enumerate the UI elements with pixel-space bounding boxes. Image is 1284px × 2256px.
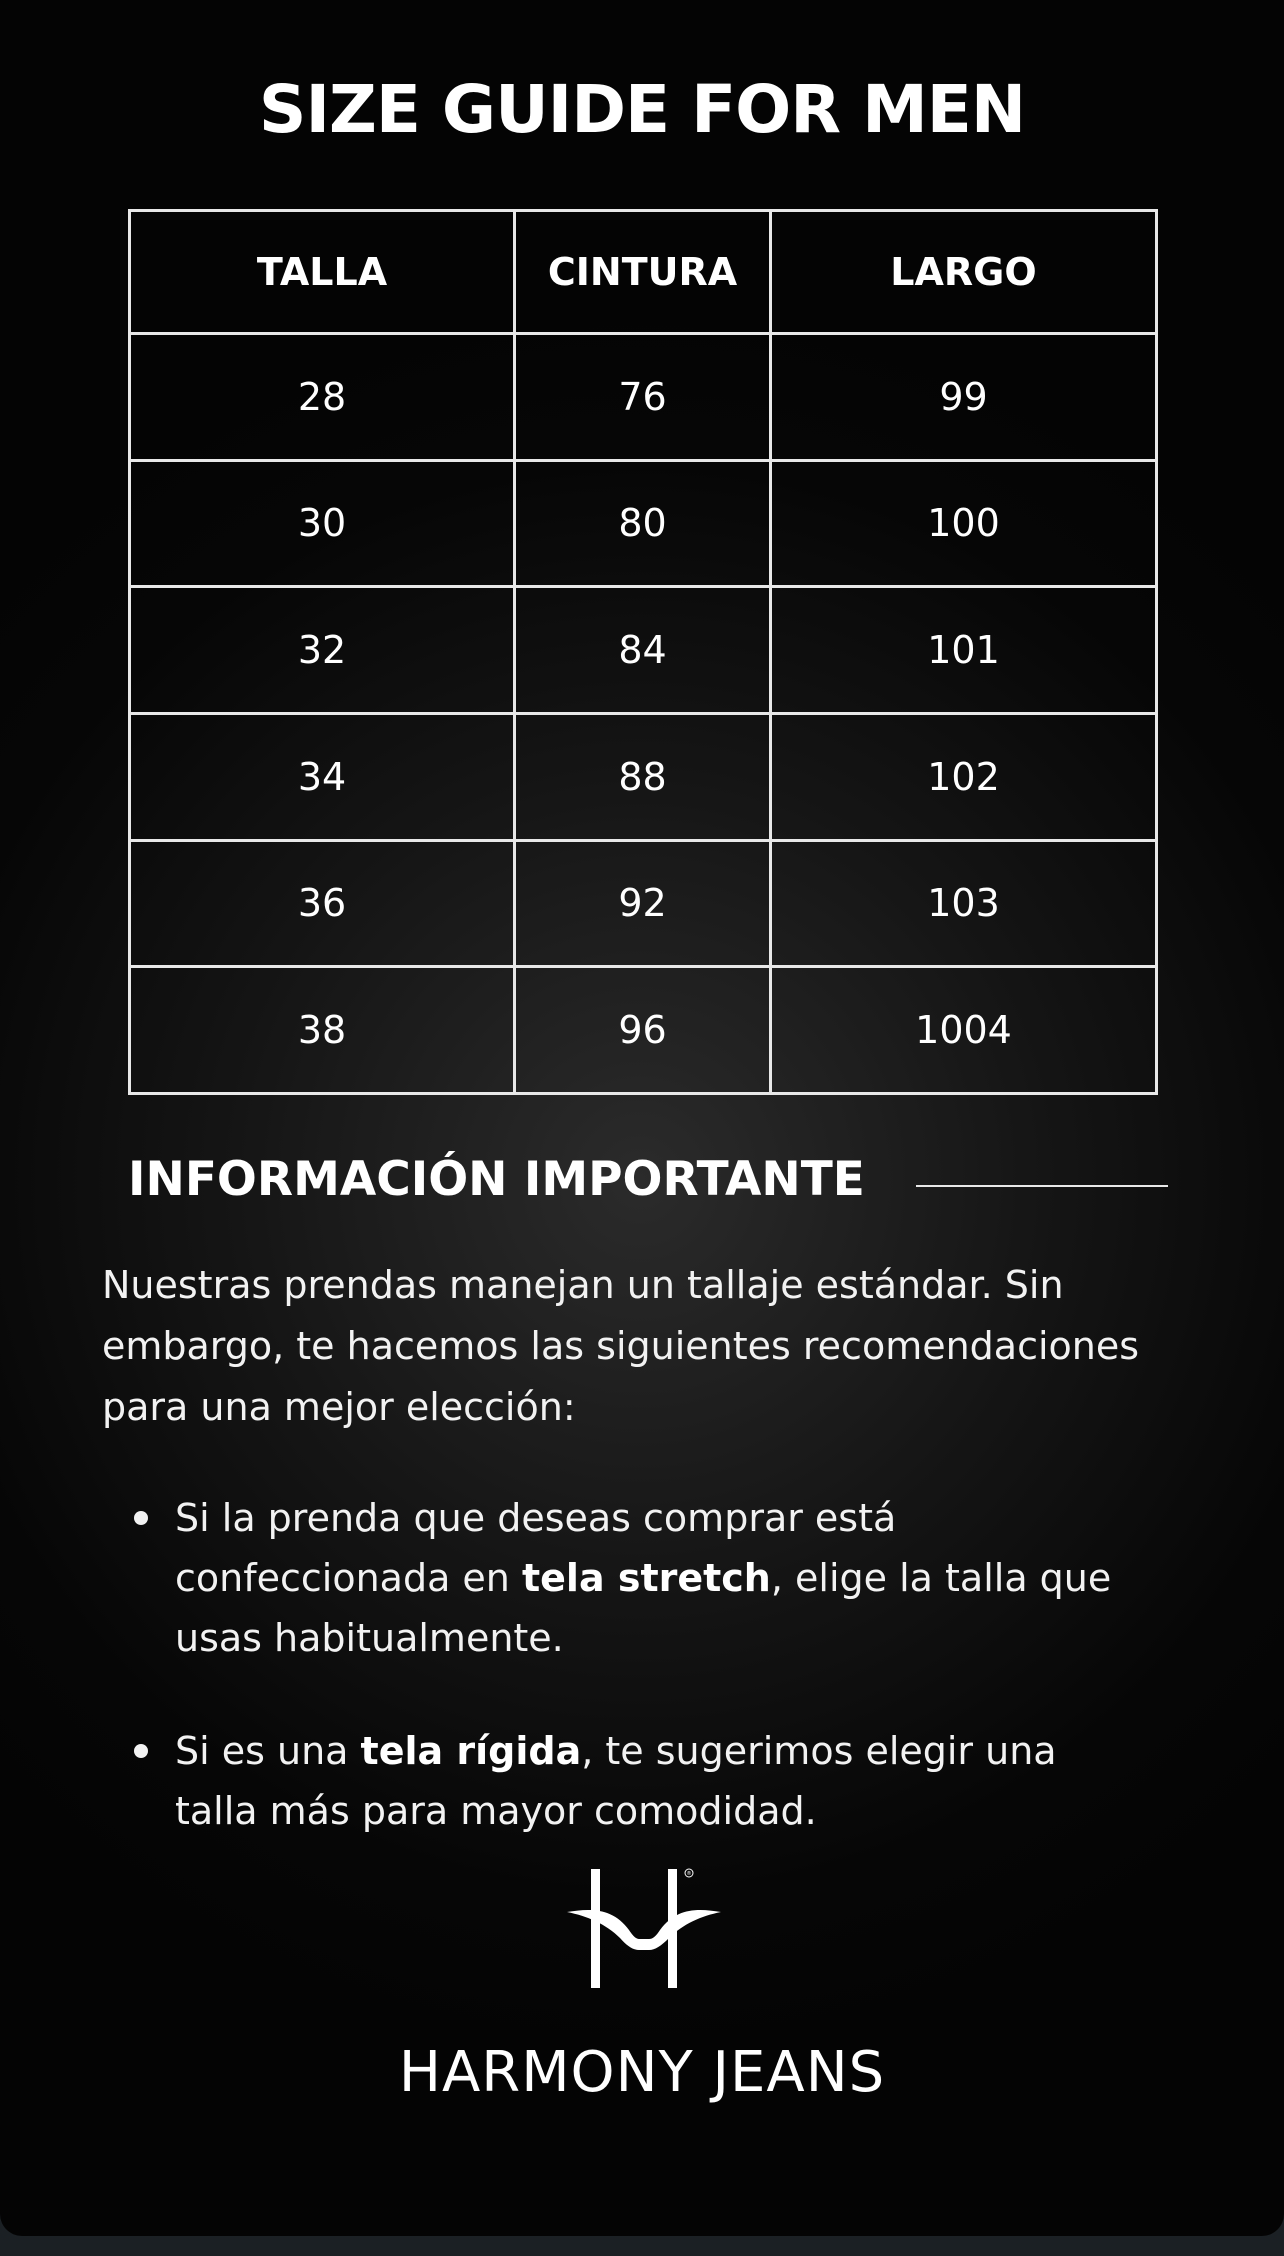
largo-cell: 99 — [771, 334, 1157, 461]
harmony-h-logo-icon — [565, 1866, 725, 1991]
table-row — [130, 587, 1157, 714]
column-header-largo: LARGO — [771, 211, 1157, 334]
table-row — [130, 713, 1157, 840]
size-table — [128, 209, 1158, 1095]
tips-list — [128, 1488, 1138, 1841]
talla-cell: 36 — [130, 840, 515, 967]
table-row — [130, 460, 1157, 587]
table-header-row — [130, 211, 1157, 334]
info-intro: Nuestras prendas manejan un tallaje estándar. Sin embargo, te hacemos las siguientes recomendaciones para una mejor elección: — [102, 1263, 1140, 1429]
largo-cell: 102 — [771, 713, 1157, 840]
cintura-cell: 80 — [515, 460, 771, 587]
heading-divider — [916, 1185, 1168, 1187]
talla-cell: 38 — [130, 967, 515, 1094]
cintura-cell: 84 — [515, 587, 771, 714]
talla-cell: 34 — [130, 713, 515, 840]
registered-mark: ® — [686, 1871, 692, 1877]
talla-cell: 28 — [130, 334, 515, 461]
cintura-cell: 76 — [515, 334, 771, 461]
bullet-icon — [134, 1511, 148, 1525]
tip-emphasis: tela rígida — [360, 1729, 582, 1773]
cintura-cell: 96 — [515, 967, 771, 1094]
info-heading: INFORMACIÓN IMPORTANTE — [128, 1152, 865, 1207]
largo-cell: 103 — [771, 840, 1157, 967]
talla-cell: 32 — [130, 587, 515, 714]
largo-cell: 1004 — [771, 967, 1157, 1094]
table-row — [130, 967, 1157, 1094]
page-title: SIZE GUIDE FOR MEN — [258, 71, 1026, 148]
table-row — [130, 334, 1157, 461]
tip-text: Si es una — [175, 1729, 361, 1773]
column-header-talla: TALLA — [130, 211, 515, 334]
tip-text: , elige la talla que usas habitualmente. — [175, 1556, 1112, 1660]
tip-emphasis: tela stretch — [521, 1556, 771, 1600]
tip-text: , te sugerimos elegir una talla más para mayor comodidad. — [175, 1729, 1057, 1833]
talla-cell: 30 — [130, 460, 515, 587]
list-item — [128, 1721, 1138, 1841]
largo-cell: 100 — [771, 460, 1157, 587]
column-header-cintura: CINTURA — [515, 211, 771, 334]
list-item — [128, 1488, 1138, 1668]
cintura-cell: 88 — [515, 713, 771, 840]
largo-cell: 101 — [771, 587, 1157, 714]
bullet-icon — [134, 1744, 148, 1758]
brand-name: HARMONY JEANS — [398, 2040, 886, 2105]
cintura-cell: 92 — [515, 840, 771, 967]
table-row — [130, 840, 1157, 967]
tip-text: Si la prenda que deseas comprar está confeccionada en — [175, 1496, 897, 1600]
